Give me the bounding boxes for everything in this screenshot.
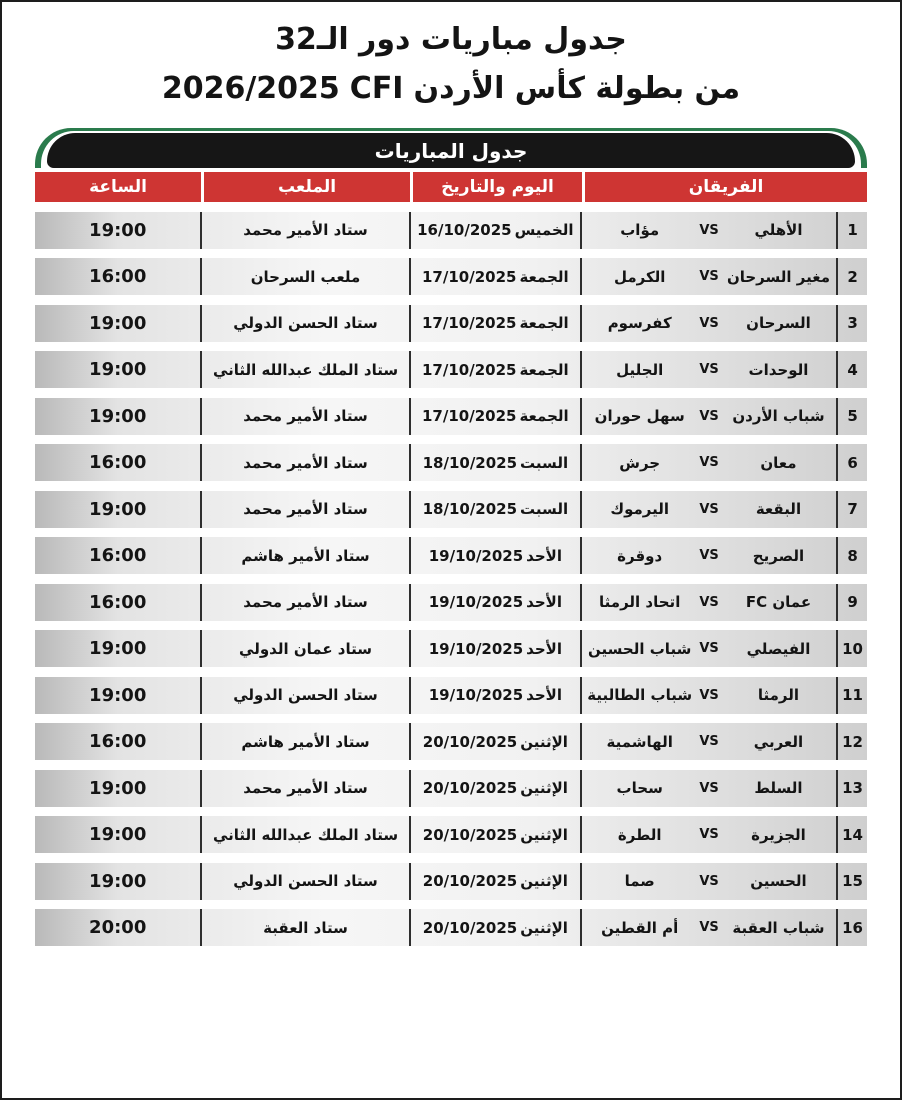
match-teams-cell xyxy=(582,305,838,342)
match-day: السبت xyxy=(520,500,569,518)
match-stadium-cell xyxy=(202,770,410,807)
vs-label: VS xyxy=(699,780,719,796)
match-time: 19:00 xyxy=(89,638,147,659)
match-time-cell xyxy=(35,723,202,760)
match-date: 20/10/2025 xyxy=(422,918,518,937)
match-time: 19:00 xyxy=(89,684,147,706)
table-row xyxy=(35,630,867,667)
match-number-cell xyxy=(838,537,867,574)
match-date: 20/10/2025 xyxy=(422,779,518,797)
match-day: الخميس xyxy=(514,221,574,239)
page-subtitle xyxy=(2,71,900,106)
home-team: البقعة xyxy=(755,500,802,518)
home-team: مغير السرحان xyxy=(726,267,830,286)
vs-label: VS xyxy=(699,269,719,284)
match-time: 19:00 xyxy=(89,405,147,427)
subtitle-text: من بطولة كأس الأردن xyxy=(413,71,741,106)
match-date: 19/10/2025 xyxy=(428,546,524,565)
match-day: الإثنين xyxy=(520,872,568,890)
match-number-cell xyxy=(838,584,867,621)
match-time-cell xyxy=(35,770,202,807)
match-day: الجمعة xyxy=(519,314,569,332)
away-team: سهل حوران xyxy=(594,407,685,425)
match-stadium-cell xyxy=(202,351,410,388)
match-stadium: ستاد عمان الدولي xyxy=(239,639,372,658)
match-day: الجمعة xyxy=(519,267,569,286)
match-stadium-cell xyxy=(202,537,410,574)
vs-label: VS xyxy=(699,222,719,238)
match-date-cell xyxy=(411,258,582,295)
away-team: صما xyxy=(624,872,655,890)
match-teams-cell xyxy=(582,351,838,388)
match-stadium: ستاد الأمير محمد xyxy=(243,407,368,425)
match-stadium: ستاد العقبة xyxy=(263,918,348,937)
match-day: الجمعة xyxy=(519,407,569,425)
match-day: الإثنين xyxy=(520,825,568,844)
match-date: 18/10/2025 xyxy=(422,500,518,518)
match-number: 4 xyxy=(847,360,858,379)
match-date-cell xyxy=(411,770,582,807)
home-team: الوحدات xyxy=(748,360,809,379)
away-team: أم القطين xyxy=(601,918,679,937)
match-stadium-cell xyxy=(202,305,410,342)
match-stadium: ستاد الحسن الدولي xyxy=(233,314,378,332)
match-date: 17/10/2025 xyxy=(422,314,517,332)
match-number: 11 xyxy=(842,686,863,704)
match-time-cell xyxy=(35,630,202,667)
vs-label: VS xyxy=(699,873,719,889)
match-date: 17/10/2025 xyxy=(422,267,517,286)
match-stadium-cell xyxy=(202,723,410,760)
match-stadium: ستاد الأمير هاشم xyxy=(241,732,370,751)
match-stadium-cell xyxy=(202,816,410,853)
home-team: شباب العقبة xyxy=(732,918,825,937)
match-teams-cell xyxy=(582,909,838,946)
match-time: 16:00 xyxy=(89,452,147,473)
page-title: جدول مباريات دور الـ32 xyxy=(275,22,627,57)
match-number-cell xyxy=(838,351,867,388)
table-body xyxy=(35,212,867,947)
match-day: الأحد xyxy=(526,593,562,611)
match-time: 19:00 xyxy=(89,312,147,334)
match-stadium: ستاد الملك عبدالله الثاني xyxy=(212,825,399,844)
match-teams-cell xyxy=(582,863,838,900)
home-team: شباب الأردن xyxy=(732,407,825,425)
match-time: 16:00 xyxy=(89,731,147,752)
match-date: 18/10/2025 xyxy=(422,453,518,472)
table-row xyxy=(35,212,867,249)
match-stadium: ستاد الحسن الدولي xyxy=(233,686,378,704)
header-datetime: اليوم والتاريخ xyxy=(413,172,582,202)
home-team: الأهلي xyxy=(754,221,803,239)
match-number-cell xyxy=(838,909,867,946)
away-team: الطرة xyxy=(617,825,662,844)
match-number: 15 xyxy=(842,872,863,890)
match-date-cell xyxy=(411,212,582,249)
competition-code: CFI xyxy=(349,71,404,106)
match-stadium-cell xyxy=(202,491,410,528)
match-number-cell xyxy=(838,630,867,667)
away-team: الهاشمية xyxy=(606,732,673,751)
match-number-cell xyxy=(838,258,867,295)
match-day: الإثنين xyxy=(520,732,568,751)
banner-title: جدول المباريات xyxy=(374,138,528,163)
header-time: الساعة xyxy=(35,172,201,202)
table-row xyxy=(35,491,867,528)
vs-label: VS xyxy=(699,687,719,703)
table-row xyxy=(35,351,867,388)
match-date: 20/10/2025 xyxy=(422,825,518,844)
match-teams-cell xyxy=(582,584,838,621)
match-time-cell xyxy=(35,398,202,435)
match-time-cell xyxy=(35,305,202,342)
match-teams-cell xyxy=(582,212,838,249)
match-date-cell xyxy=(411,630,582,667)
vs-label: VS xyxy=(699,594,719,610)
header-stadium: الملعب xyxy=(204,172,410,202)
match-date-cell xyxy=(411,816,582,853)
banner-bar xyxy=(47,133,855,168)
vs-label: VS xyxy=(699,920,719,935)
away-team: سحاب xyxy=(616,779,663,797)
match-date-cell xyxy=(411,537,582,574)
match-teams-cell xyxy=(582,491,838,528)
home-team: السلط xyxy=(754,779,803,797)
match-day: الجمعة xyxy=(519,360,569,379)
match-date-cell xyxy=(411,909,582,946)
match-time: 16:00 xyxy=(89,591,147,613)
match-number-cell xyxy=(838,212,867,249)
match-date: 19/10/2025 xyxy=(428,593,524,611)
match-teams-cell xyxy=(582,770,838,807)
match-number: 7 xyxy=(847,500,858,518)
match-time: 19:00 xyxy=(89,359,147,380)
match-teams-cell xyxy=(582,677,838,714)
match-date-cell xyxy=(411,863,582,900)
table-row xyxy=(35,305,867,342)
home-team: السرحان xyxy=(746,314,811,332)
match-time: 16:00 xyxy=(89,545,147,566)
match-time-cell xyxy=(35,212,202,249)
table-row xyxy=(35,723,867,760)
table-row xyxy=(35,584,867,621)
match-date: 19/10/2025 xyxy=(428,686,524,704)
match-number-cell xyxy=(838,723,867,760)
home-team: الصريح xyxy=(752,546,805,565)
match-date-cell xyxy=(411,398,582,435)
match-number-cell xyxy=(838,444,867,481)
match-number: 14 xyxy=(842,825,863,844)
match-number-cell xyxy=(838,305,867,342)
match-number-cell xyxy=(838,677,867,714)
match-time-cell xyxy=(35,444,202,481)
match-stadium: ستاد الأمير محمد xyxy=(243,221,368,239)
match-time-cell xyxy=(35,584,202,621)
match-stadium: ستاد الأمير محمد xyxy=(243,779,368,797)
match-day: الأحد xyxy=(526,546,562,565)
vs-label: VS xyxy=(699,641,719,656)
match-date-cell xyxy=(411,584,582,621)
match-day: الأحد xyxy=(526,686,562,704)
match-time: 20:00 xyxy=(89,917,147,938)
home-team: العربي xyxy=(753,732,804,751)
match-time-cell xyxy=(35,677,202,714)
match-stadium: ستاد الملك عبدالله الثاني xyxy=(212,360,399,379)
match-stadium-cell xyxy=(202,863,410,900)
match-stadium-cell xyxy=(202,584,410,621)
vs-label: VS xyxy=(699,734,719,749)
away-team: الكرمل xyxy=(613,267,666,286)
match-date-cell xyxy=(411,723,582,760)
table-row xyxy=(35,537,867,574)
home-team: الحسين xyxy=(750,872,807,890)
table-row xyxy=(35,258,867,295)
vs-label: VS xyxy=(699,362,719,377)
table-row xyxy=(35,398,867,435)
match-number: 8 xyxy=(847,546,858,565)
match-date: 20/10/2025 xyxy=(422,732,518,751)
match-teams-cell xyxy=(582,444,838,481)
match-day: الأحد xyxy=(526,639,562,658)
match-time-cell xyxy=(35,537,202,574)
match-number-cell xyxy=(838,770,867,807)
match-time: 19:00 xyxy=(89,498,147,520)
table-banner xyxy=(35,128,867,170)
match-time: 19:00 xyxy=(89,219,147,241)
match-day: السبت xyxy=(520,453,569,472)
away-team: مؤاب xyxy=(620,221,660,239)
match-time-cell xyxy=(35,863,202,900)
table-row xyxy=(35,444,867,481)
match-date: 16/10/2025 xyxy=(417,221,512,239)
away-team: شباب الطالبية xyxy=(587,686,693,704)
match-date: 17/10/2025 xyxy=(422,360,517,379)
away-team: اتحاد الرمثا xyxy=(599,593,681,611)
match-stadium: ستاد الحسن الدولي xyxy=(233,872,378,890)
away-team: جرش xyxy=(619,453,661,472)
vs-label: VS xyxy=(699,548,719,563)
vs-label: VS xyxy=(699,827,719,842)
header-teams: الفريقان xyxy=(585,172,867,202)
match-time-cell xyxy=(35,491,202,528)
match-number: 1 xyxy=(847,221,858,239)
match-date: 20/10/2025 xyxy=(422,872,518,890)
match-stadium-cell xyxy=(202,258,410,295)
match-number: 2 xyxy=(847,267,858,286)
match-stadium-cell xyxy=(202,630,410,667)
title-block xyxy=(2,22,900,106)
away-team: دوقرة xyxy=(617,546,663,565)
home-team: الفيصلي xyxy=(746,639,811,658)
match-time-cell xyxy=(35,351,202,388)
vs-label: VS xyxy=(699,408,719,424)
season-label: 2026/2025 xyxy=(161,71,340,106)
match-number: 3 xyxy=(847,314,858,332)
match-stadium-cell xyxy=(202,444,410,481)
vs-label: VS xyxy=(699,455,719,470)
match-date-cell xyxy=(411,677,582,714)
match-time-cell xyxy=(35,258,202,295)
away-team: اليرموك xyxy=(610,500,670,518)
match-teams-cell xyxy=(582,258,838,295)
match-number: 9 xyxy=(847,593,858,611)
match-number: 6 xyxy=(847,453,858,472)
table-row xyxy=(35,770,867,807)
match-day: الإثنين xyxy=(520,779,568,797)
away-team: كفرسوم xyxy=(607,314,672,332)
match-number: 12 xyxy=(842,732,863,751)
match-number-cell xyxy=(838,863,867,900)
match-stadium: ستاد الأمير محمد xyxy=(243,453,368,472)
match-teams-cell xyxy=(582,398,838,435)
match-stadium: ملعب السرحان xyxy=(250,267,361,286)
home-team: الجزيرة xyxy=(751,825,806,844)
match-teams-cell xyxy=(582,723,838,760)
match-teams-cell xyxy=(582,816,838,853)
match-date-cell xyxy=(411,444,582,481)
home-team: معان xyxy=(760,453,797,472)
home-team: عمان FC xyxy=(745,593,812,611)
vs-label: VS xyxy=(699,315,719,331)
match-day: الإثنين xyxy=(520,918,568,937)
home-team: الرمثا xyxy=(757,686,800,704)
match-number: 5 xyxy=(847,407,858,425)
match-time-cell xyxy=(35,909,202,946)
match-date-cell xyxy=(411,491,582,528)
match-date: 19/10/2025 xyxy=(428,639,524,658)
match-time: 19:00 xyxy=(89,777,147,799)
table-header-row xyxy=(35,172,867,202)
match-number-cell xyxy=(838,816,867,853)
match-time: 19:00 xyxy=(89,824,147,845)
match-number-cell xyxy=(838,398,867,435)
match-stadium-cell xyxy=(202,677,410,714)
match-stadium-cell xyxy=(202,398,410,435)
vs-label: VS xyxy=(699,501,719,517)
match-date-cell xyxy=(411,351,582,388)
away-team: الجليل xyxy=(616,360,664,379)
match-number: 10 xyxy=(842,639,863,658)
table-row xyxy=(35,816,867,853)
match-time: 16:00 xyxy=(89,266,147,287)
match-stadium: ستاد الأمير محمد xyxy=(243,593,368,611)
match-teams-cell xyxy=(582,537,838,574)
match-number-cell xyxy=(838,491,867,528)
match-stadium: ستاد الأمير محمد xyxy=(243,500,368,518)
match-date: 17/10/2025 xyxy=(422,407,517,425)
match-number: 13 xyxy=(842,779,863,797)
match-stadium-cell xyxy=(202,212,410,249)
away-team: شباب الحسين xyxy=(588,639,692,658)
match-time: 19:00 xyxy=(89,870,147,892)
match-number: 16 xyxy=(842,918,863,937)
match-stadium: ستاد الأمير هاشم xyxy=(241,546,370,565)
match-teams-cell xyxy=(582,630,838,667)
table-row xyxy=(35,909,867,946)
table-row xyxy=(35,677,867,714)
match-date-cell xyxy=(411,305,582,342)
match-stadium-cell xyxy=(202,909,410,946)
match-time-cell xyxy=(35,816,202,853)
table-row xyxy=(35,863,867,900)
